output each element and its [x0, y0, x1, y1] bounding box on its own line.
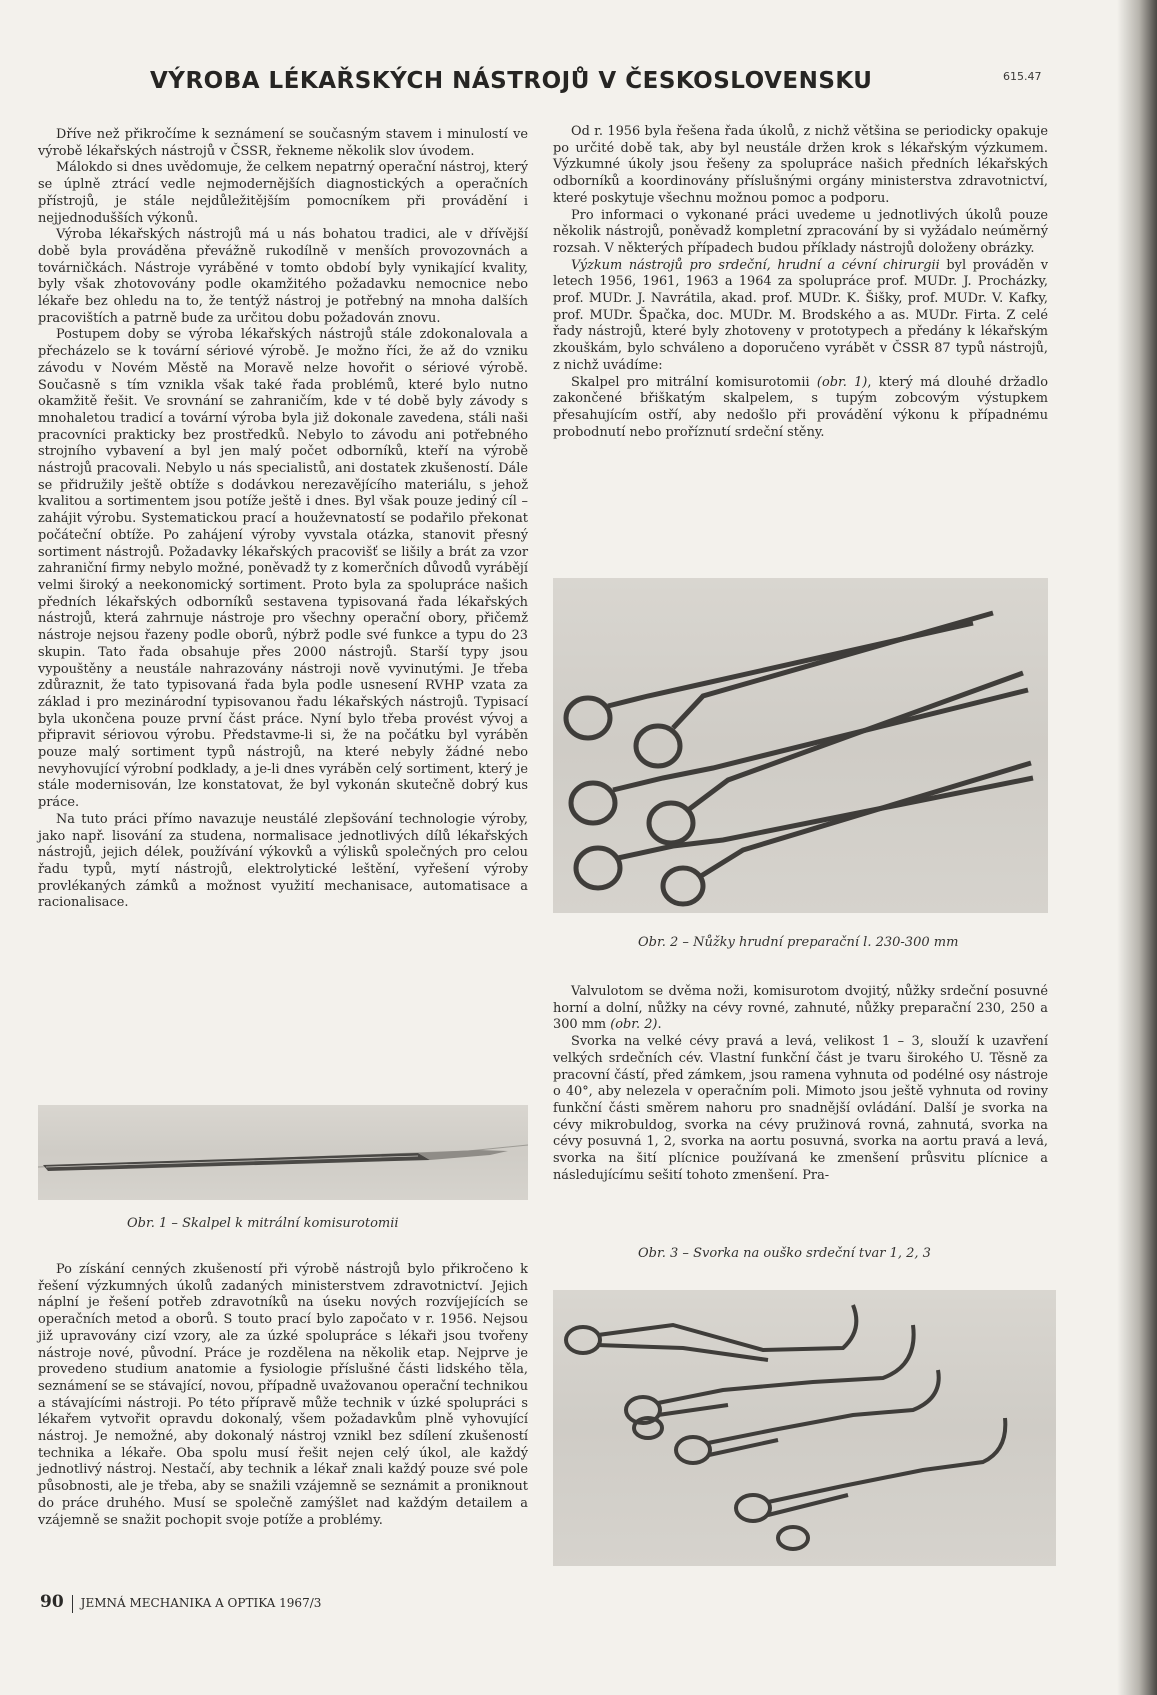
paragraph-text: byl prováděn v letech 1956, 1961, 1963 a 1964 za spolupráce prof. MUDr. J. Procházky, prof. MUDr. J. Navrátila, akad. prof. MUDr. K. Šišky, prof. MUDr. V. Kafky, prof. MUDr. Špačka, doc. MUDr. M. Brodského a as. MUDr. Firta. Z celé řady nástrojů, které byly zhotoveny v prototypech a předány k lékařským zkouškám, bylo schváleno a doporučeno vyrábět v ČSSR 87 typů nástrojů, z nichž uvádíme: [553, 257, 1048, 373]
right-column-middle [553, 984, 1048, 1184]
paragraph: Na tuto práci přímo navazuje neustálé zlepšování technologie výroby, jako např. lisování za studena, normalisace jednotlivých dílů lékařských nástrojů, jejich délek, používání výkovků a výlisků společných pro celou řadu typů, mytí nástrojů, elektrolytické leštění, vyřešení výroby provlékaných zámků a možnost využití mechanisace, automatisace a racionalisace. [38, 811, 528, 911]
figure-3-caption: Obr. 3 – Svorka na ouško srdeční tvar 1, 2, 3 [638, 1246, 931, 1261]
paragraph: Od r. 1956 byla řešena řada úkolů, z nichž většina se periodicky opakuje po určité době tak, aby byl neustále držen krok s lékařským výzkumem. Výzkumné úkoly jsou řešeny za spolupráce našich předních lékařských odborníků a koordinovány příslušnými orgány ministerstva zdravotnictví, které poskytuje všechnu možnou pomoc a podporu. [553, 124, 1048, 206]
paragraph [553, 375, 1048, 442]
paragraph: Po získání cenných zkušeností při výrobě nástrojů bylo přikročeno k řešení výzkumných úkolů zadaných ministerstvem zdravotnictví. Jejich náplní je řešení potřeb zdravotníků na úseku nových rozvíjejících se operačních metod a oborů. S touto prací bylo započato v r. 1956. Nejsou již upravovány cizí vzory, ale za úzké spolupráce s lékaři jsou tvořeny nástroje nové, původní. Práce je rozdělena na několik etap. Nejprve je provedeno studium anatomie a fysiologie příslušné části lidského těla, seznámení se se stávající, novou, případně uvažovanou operační technikou a stávajícími nástroji. Po této přípravě může technik v úzké spolupráci s lékařem vytvořit opravdu dokonalý, všem požadavkům plně vyhovující nástroj. Je nemožné, aby dokonalý nástroj vznikl bez sdílení zkušeností technika a lékaře. Oba spolu musí řešit nejen celý úkol, ale každý jednotlivý nástroj. Nestačí, aby technik a lékař znali každý pouze své pole působnosti, ale je třeba, aby se snažili vzájemně se seznámit a proniknout do práce druhého. Musí se společně zamýšlet nad každým detailem a vzájemně se snažit pochopit svoje potíže a problémy. [38, 1262, 528, 1528]
page-footer [40, 1592, 321, 1613]
figure-3-photo [553, 1290, 1056, 1566]
scalpel-image [38, 1105, 528, 1200]
paragraph: Pro informaci o vykonané práci uvedeme u jednotlivých úkolů pouze několik nástrojů, poněvadž kompletní zpracování by si vyžádalo neúměrný rozsah. V některých případech budou příklady nástrojů doloženy obrázky. [553, 207, 1048, 256]
footer-divider [72, 1595, 73, 1613]
paragraph-text: , který má dlouhé držadlo zakončené břiškatým skalpelem, s tupým zobcovým výstupkem přesahujícím ostří, aby nedošlo při provádění výkonu k případnému probodnutí nebo proříznutí srdeční stěny. [553, 374, 1049, 440]
paragraph: Postupem doby se výroba lékařských nástrojů stále zdokonalovala a přecházelo se k tovární sériové výrobě. Je možno říci, že až do vzniku závodu v Novém Městě na Moravě nelze hovořit o sériové výrobě. Současně s tím vznikla však také řada problémů, které bylo nutno okamžitě řešit. Ve srovnání se zahraničím, kde v té době byly závody s mnohaletou tradicí a tovární výroba byla již dokonale zavedena, stáli naši pracovníci prakticky bez prostředků. Nebylo to závodu ani potřebného strojního vybavení a byl jen malý počet odborníků, kteří na výrobě nástrojů pracovali. Nebylo u nás specialistů, ani dostatek zkušeností. Dále se přidružily ještě obtíže s dodávkou nerezavějícího materiálu, s jehož kvalitou a sortimentem jsou potíže ještě i dnes. Byl však pouze jediný cíl – zahájit výrobu. Systematickou prací a houževnatostí se podařilo překonat počáteční obtíže. Po zahájení výroby vyvstala otázka, stanovit přesný sortiment nástrojů. Požadavky lékařských pracovišť se lišily a brát za vzor zahraniční firmy nebylo možné, poněvadž ty z komerčních důvodů vyrábějí velmi široký a neekonomický sortiment. Proto byla za spolupráce našich předních lékařských odborníků sestavena typisovaná řada lékařských nástrojů, která zahrnuje nástroje pro všechny operační obory, přičemž nástroje nejsou řazeny podle oborů, nýbrž podle své funkce a typu do 23 skupin. Tato řada obsahuje přes 2000 nástrojů. Starší typy jsou vypouštěny a neustále nahrazovány nástroji nově vyvinutými. Je třeba zdůraznit, že tato typisovaná řada byla podle usnesení RVHP vzata za základ i pro mezinárodní typisovanou řadu lékařských nástrojů. Typisací byla ukončena pouze první část práce. Nyní bylo třeba provést vývoj a připravit sériovou výrobu. Představme-li si, že na počátku byl vyráběn pouze malý sortiment typů nástrojů, na které nebyly žádné nebo nevyhovující výrobní podklady, a je-li dnes vyráběn celý sortiment, který je stále modernisován, lze konstatovat, že byl vykonán skutečně dobrý kus práce. [38, 327, 528, 811]
left-column-bottom [38, 1262, 528, 1529]
paragraph-text: Skalpel pro mitrální komisurotomii [571, 374, 817, 390]
figure-ref: (obr. 2) [610, 1017, 658, 1033]
figure-2-caption: Obr. 2 – Nůžky hrudní preparační l. 230-300 mm [638, 935, 959, 950]
paragraph: Dříve než přikročíme k seznámení se současným stavem i minulostí ve výrobě lékařských nástrojů v ČSSR, řekneme několik slov úvodem. [38, 127, 528, 159]
article-title: VÝROBA LÉKAŘSKÝCH NÁSTROJŮ V ČESKOSLOVENSKU [150, 68, 873, 94]
right-column-top [553, 124, 1048, 441]
left-column-top [38, 127, 528, 912]
udc-code: 615.47 [1003, 70, 1042, 83]
paragraph: Výroba lékařských nástrojů má u nás bohatou tradici, ale v dřívější době byla prováděna převážně rukodílně v menších provozovnách a továrničkách. Nástroje vyráběné v tomto období byly vynikající kvality, byly však zhotovovány podle okamžitého požadavku nemocnice nebo lékaře bez ohledu na to, že tentýž nástroj je potřebný na mnoha dalších pracovištích a patrně bude za určitou dobu požadován znovu. [38, 227, 528, 326]
clamps-image [553, 1290, 1056, 1566]
paragraph [553, 258, 1048, 375]
figure-1-caption: Obr. 1 – Skalpel k mitrální komisurotomii [127, 1216, 399, 1231]
figure-2-photo [553, 578, 1048, 913]
page-edge-shadow [1117, 0, 1157, 1695]
figure-ref: (obr. 1) [816, 374, 868, 390]
figure-1-photo [38, 1105, 528, 1200]
paragraph [553, 984, 1048, 1034]
scissors-image [553, 578, 1048, 913]
paragraph-text: Valvulotom se dvěma noži, komisurotom dvojitý, nůžky srdeční posuvné horní a dolní, nůžky na cévy rovné, zahnuté, nůžky preparační 230, 250 a 300 mm [553, 984, 1048, 1033]
paragraph: Svorka na velké cévy pravá a levá, velikost 1 – 3, slouží k uzavření velkých srdečních cév. Vlastní funkční část je tvaru širokého U. Těsně za pracovní částí, před zámkem, jsou ramena vyhnuta od podélné osy nástroje o 40°, aby nelezela v operačním poli. Mimoto jsou ještě vyhnuta od roviny funkční části směrem nahoru pro snadnější ovládání. Další je svorka na cévy mikrobuldog, svorka na cévy pružinová rovná, zahnutá, svorka na cévy posuvná 1, 2, svorka na aortu posuvná, svorka na aortu pravá a levá, svorka na šití plícnice používaná ke zmenšení průsvitu plícnice a následujícímu sešití tohoto zmenšení. Pra- [553, 1034, 1048, 1183]
paragraph: Málokdo si dnes uvědomuje, že celkem nepatrný operační nástroj, který se úplně ztrácí vedle nejmodernějších diagnostických a operačních přístrojů, je stále nejdůležitějším pomocníkem při provádění i nejjednodušších výkonů. [38, 160, 528, 226]
journal-name: JEMNÁ MECHANIKA A OPTIKA 1967/3 [80, 1596, 322, 1610]
italic-lead: Výzkum nástrojů pro srdeční, hrudní a cévní chirurgii [571, 257, 940, 273]
paragraph-text: . [657, 1017, 662, 1033]
page-number: 90 [40, 1592, 64, 1612]
